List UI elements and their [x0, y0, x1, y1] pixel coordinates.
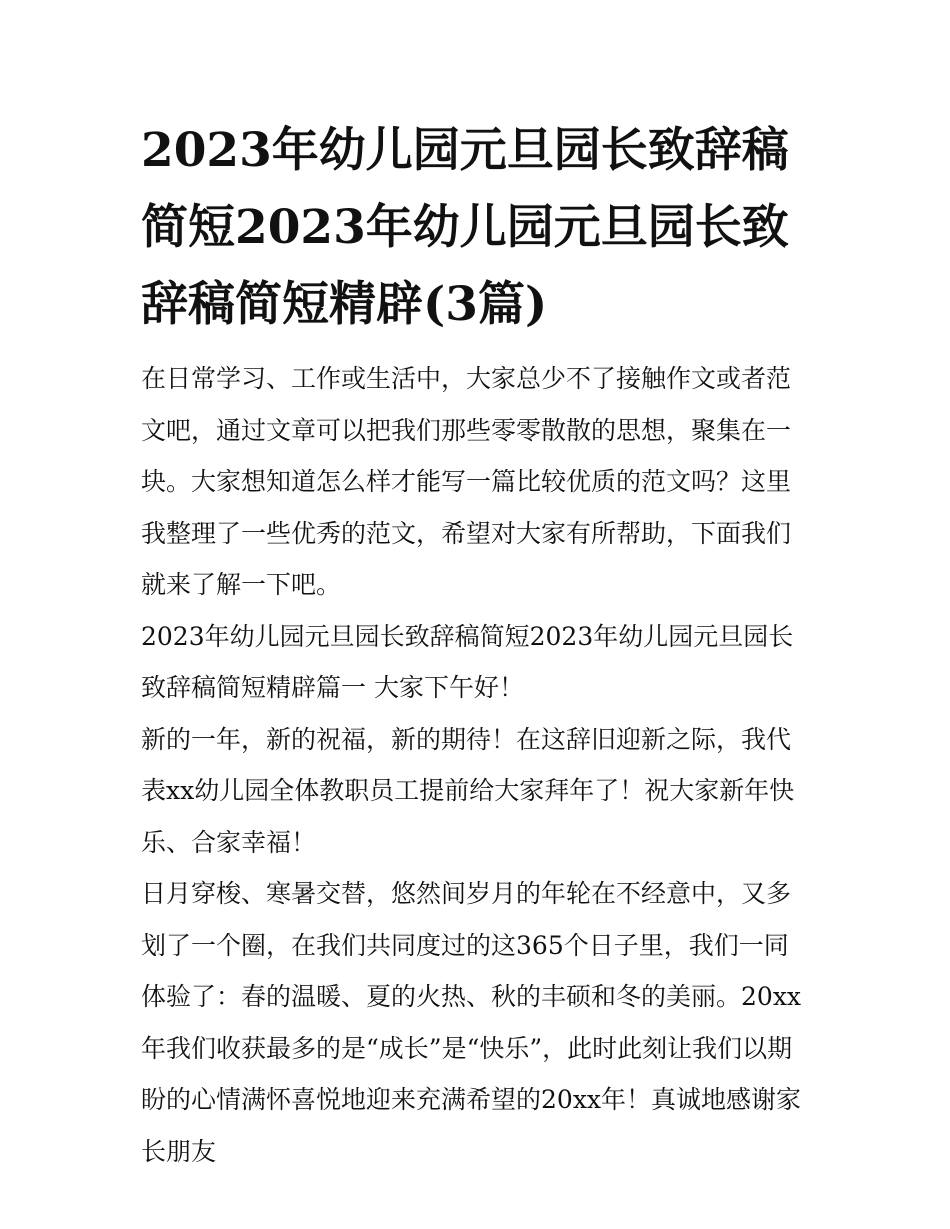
- paragraph-intro: 在日常学习、工作或生活中，大家总少不了接触作文或者范文吧，通过文章可以把我们那些零零散散的思想，聚集在一块。大家想知道怎么样才能写一篇比较优质的范文吗？这里我整理了一些优秀的范文，希望对大家有所帮助，下面我们就来了解一下吧。: [141, 364, 792, 599]
- paragraph-year-review: 日月穿梭、寒暑交替，悠然间岁月的年轮在不经意中，又多划了一个圈，在我们共同度过的这365个日子里，我们一同体验了：春的温暖、夏的火热、秋的丰硕和冬的美丽。20xx年我们收获最多的是“成长”是“快乐”，此时此刻让我们以期盼的心情满怀喜悦地迎来充满希望的20xx年！真诚地感谢家长朋友: [141, 879, 802, 1166]
- document-page: [141, 112, 813, 1177]
- paragraph-new-year-greeting: 新的一年，新的祝福，新的期待！在这辞旧迎新之际，我代表xx幼儿园全体教职员工提前给大家拜年了！祝大家新年快乐、合家幸福！: [141, 724, 795, 857]
- document-title: 2023年幼儿园元旦园长致辞稿简短2023年幼儿园元旦园长致辞稿简短精辟(3篇): [141, 123, 789, 332]
- document-body: [141, 353, 813, 1177]
- paragraph-heading-part-one: 2023年幼儿园元旦园长致辞稿简短2023年幼儿园元旦园长致辞稿简短精辟篇一 大家下午好！: [141, 621, 794, 702]
